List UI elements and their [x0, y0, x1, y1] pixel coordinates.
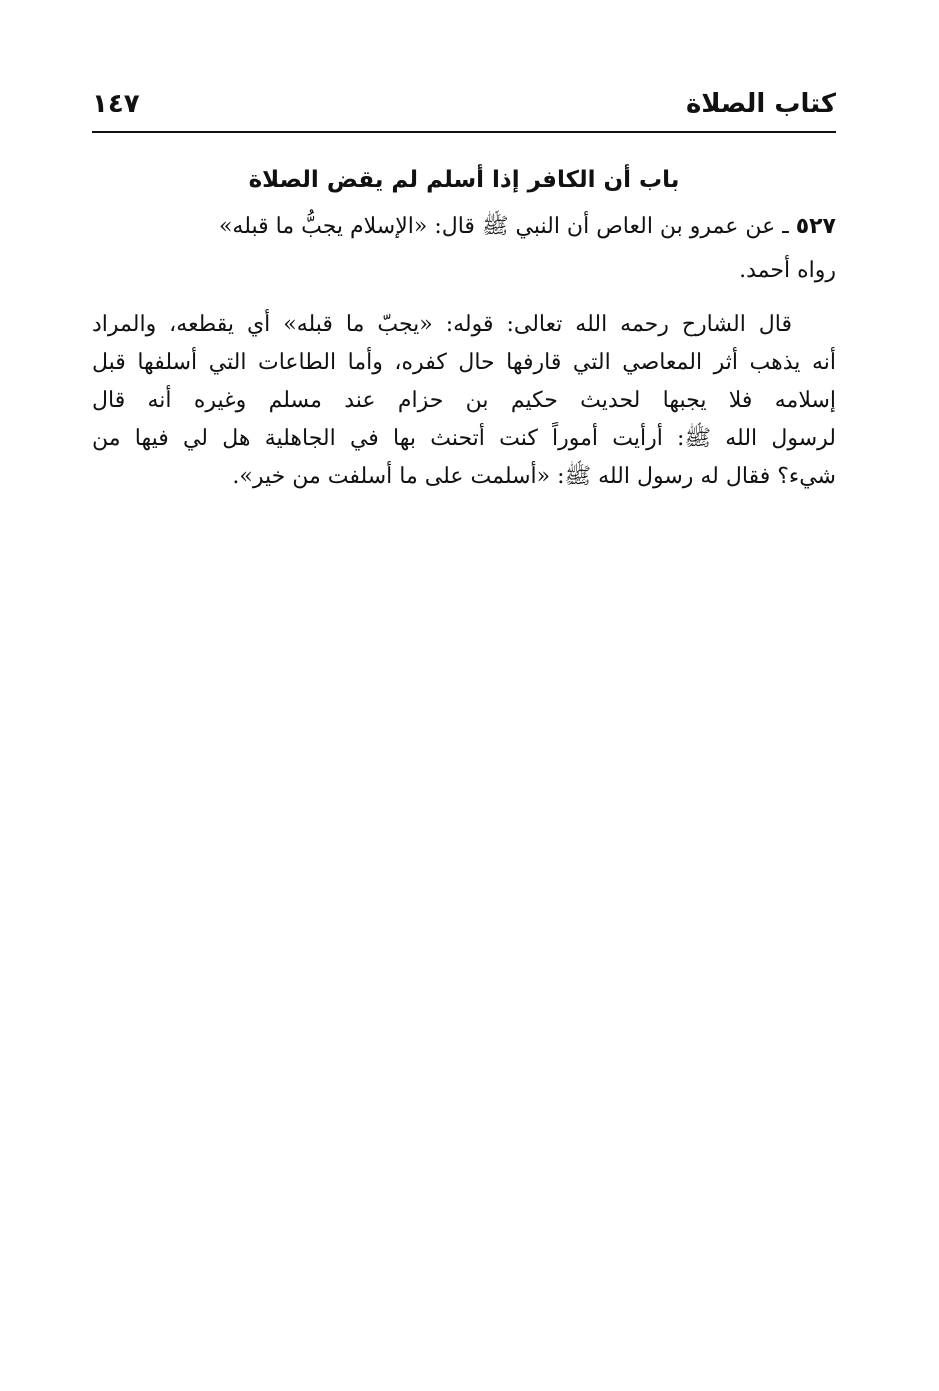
- hadith-text: [92, 208, 836, 246]
- header-rule: [92, 131, 836, 133]
- commentary-line: لرسول الله ﷺ: أرأيت أموراً كنت أتحنث بها في الجاهلية هل لي فيها من: [92, 426, 836, 451]
- commentary-line: أنه يذهب أثر المعاصي التي قارفها حال كفره، وأما الطاعات التي أسلفها قبل: [92, 350, 836, 375]
- section-heading: باب أن الكافر إذا أسلم لم يقض الصلاة: [248, 167, 680, 193]
- hadith-source: رواه أحمد.: [739, 258, 836, 283]
- hadith-body: ـ عن عمرو بن العاص أن النبي ﷺ قال: «الإسلام يجبُّ ما قبله»: [218, 214, 796, 239]
- commentary-line: إسلامه فلا يجبها لحديث حكيم بن حزام عند مسلم وغيره أنه قال: [92, 388, 836, 413]
- book-title: كتاب الصلاة: [685, 89, 836, 119]
- commentary-line: شيء؟ فقال له رسول الله ﷺ: «أسلمت على ما أسلفت من خير».: [232, 464, 836, 489]
- hadith-number: ٥٢٧: [795, 214, 836, 239]
- commentary-paragraph: [92, 306, 836, 496]
- running-head: [92, 86, 836, 126]
- commentary-line: قال الشارح رحمه الله تعالى: قوله: «يجبّ ما قبله» أي يقطعه، والمراد: [92, 312, 792, 337]
- page-number: ١٤٧: [92, 89, 140, 119]
